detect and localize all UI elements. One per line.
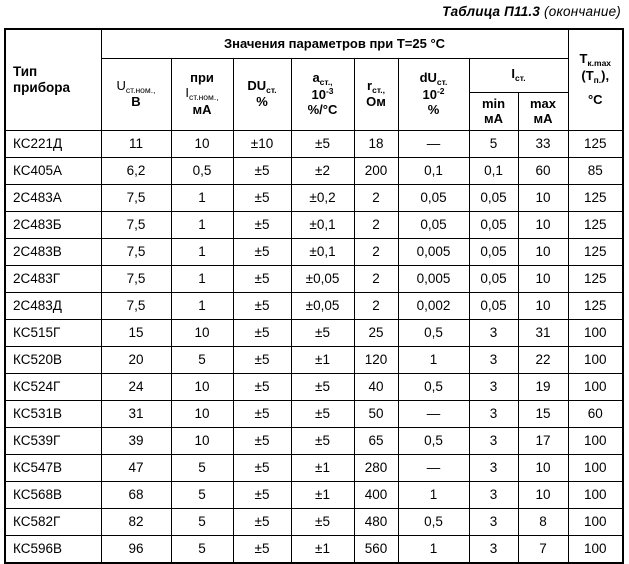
table-row [5,212,623,239]
value-cell: 33 [518,131,568,158]
value-cell: ±5 [233,266,291,293]
value-cell: ±5 [291,509,354,536]
device-type-cell: 2С483Г [5,266,101,293]
value-cell: 5 [171,482,233,509]
value-cell: 39 [101,428,171,455]
value-cell: 10 [518,455,568,482]
table-row [5,374,623,401]
value-cell: 100 [568,347,623,374]
value-cell: 100 [568,374,623,401]
value-cell: 82 [101,509,171,536]
device-type-cell: КС596В [5,536,101,564]
value-cell: 125 [568,239,623,266]
value-cell: 47 [101,455,171,482]
col-header-i-min: min мА [469,93,518,131]
value-cell: 2 [354,185,398,212]
value-cell: 18 [354,131,398,158]
table-row [5,131,623,158]
value-cell: ±5 [233,239,291,266]
value-cell: 5 [171,455,233,482]
header-row-group [5,29,623,59]
value-cell: 7,5 [101,185,171,212]
value-cell: 0,05 [398,185,469,212]
value-cell: ±0,1 [291,212,354,239]
value-cell: 40 [354,374,398,401]
value-cell: 7,5 [101,293,171,320]
value-cell: 1 [398,347,469,374]
value-cell: 3 [469,347,518,374]
device-type-cell: 2С483Д [5,293,101,320]
value-cell: ±5 [233,482,291,509]
value-cell: 10 [518,239,568,266]
value-cell: 3 [469,455,518,482]
value-cell: 31 [518,320,568,347]
value-cell: ±1 [291,455,354,482]
value-cell: 5 [171,347,233,374]
table-row [5,347,623,374]
value-cell: ±5 [233,509,291,536]
value-cell: ±5 [233,320,291,347]
table-row [5,455,623,482]
value-cell: 1 [171,239,233,266]
value-cell: 10 [171,320,233,347]
value-cell: ±5 [233,374,291,401]
table-caption [442,4,621,19]
col-header-i-st: $I_{ст.}$ [469,59,568,93]
device-type-cell: КС515Г [5,320,101,347]
value-cell: 1 [171,212,233,239]
value-cell: 7,5 [101,266,171,293]
value-cell: 1 [398,536,469,564]
value-cell: 1 [171,185,233,212]
value-cell: 5 [171,509,233,536]
col-header-du-st: $DU_{ст.}$ % [233,59,291,131]
value-cell: 3 [469,401,518,428]
value-cell: 50 [354,401,398,428]
value-cell: 85 [568,158,623,185]
value-cell: 20 [101,347,171,374]
value-cell: 24 [101,374,171,401]
value-cell: 17 [518,428,568,455]
col-header-ddu-st: $dU_{ст.}$ $10^{-2}$ % [398,59,469,131]
table-row [5,158,623,185]
value-cell: ±5 [291,428,354,455]
value-cell: 125 [568,185,623,212]
value-cell: 125 [568,131,623,158]
value-cell: 100 [568,428,623,455]
value-cell: 5 [469,131,518,158]
value-cell: ±5 [233,428,291,455]
value-cell: ±0,05 [291,293,354,320]
table-row [5,428,623,455]
device-type-cell: 2С483А [5,185,101,212]
value-cell: 125 [568,212,623,239]
value-cell: — [398,455,469,482]
value-cell: 10 [518,185,568,212]
value-cell: 7,5 [101,239,171,266]
value-cell: 480 [354,509,398,536]
value-cell: ±0,2 [291,185,354,212]
table-row [5,185,623,212]
value-cell: ±2 [291,158,354,185]
col-header-i-max: max мА [518,93,568,131]
value-cell: — [398,131,469,158]
value-cell: 3 [469,320,518,347]
value-cell: 0,1 [469,158,518,185]
value-cell: 200 [354,158,398,185]
value-cell: 65 [354,428,398,455]
value-cell: 0,5 [398,428,469,455]
value-cell: 100 [568,536,623,564]
table-caption-suffix: (окончание) [540,4,621,19]
value-cell: ±5 [291,320,354,347]
value-cell: 96 [101,536,171,564]
value-cell: 280 [354,455,398,482]
value-cell: 125 [568,293,623,320]
table-row [5,482,623,509]
value-cell: 100 [568,509,623,536]
value-cell: 19 [518,374,568,401]
value-cell: 3 [469,509,518,536]
device-type-cell: КС568В [5,482,101,509]
value-cell: 3 [469,482,518,509]
value-cell: — [398,401,469,428]
table-row [5,293,623,320]
device-type-cell: КС520В [5,347,101,374]
value-cell: 6,2 [101,158,171,185]
value-cell: 25 [354,320,398,347]
value-cell: ±1 [291,536,354,564]
value-cell: 3 [469,428,518,455]
value-cell: 120 [354,347,398,374]
device-type-cell: 2С483Б [5,212,101,239]
value-cell: 8 [518,509,568,536]
col-header-pri-i-st-nom: при $I_{ст.ном.,}$ мА [171,59,233,131]
value-cell: 0,05 [469,266,518,293]
value-cell: 10 [518,266,568,293]
value-cell: ±5 [291,401,354,428]
value-cell: ±5 [291,131,354,158]
col-header-tkmax: $T_{к.max}$ $(Т_{п.})$, °С [568,29,623,131]
value-cell: 0,1 [398,158,469,185]
value-cell: 560 [354,536,398,564]
value-cell: ±5 [233,212,291,239]
value-cell: 10 [171,131,233,158]
value-cell: 100 [568,320,623,347]
col-header-u-st-nom: $U_{ст.ном.,}$ В [101,59,171,131]
value-cell: 125 [568,266,623,293]
device-type-cell: КС531В [5,401,101,428]
value-cell: 2 [354,239,398,266]
value-cell: 1 [171,293,233,320]
table-body [5,131,623,564]
value-cell: ±5 [233,185,291,212]
table-row [5,239,623,266]
value-cell: 10 [171,374,233,401]
col-header-device-type: Тип прибора [5,29,101,131]
device-type-cell: КС405А [5,158,101,185]
value-cell: 3 [469,374,518,401]
value-cell: 60 [518,158,568,185]
table-caption-number: Таблица П11.3 [442,4,541,19]
table-row [5,320,623,347]
value-cell: 10 [518,212,568,239]
table-row [5,509,623,536]
parameters-table [4,28,624,564]
table-row [5,401,623,428]
value-cell: ±5 [233,455,291,482]
value-cell: ±5 [233,293,291,320]
value-cell: 7,5 [101,212,171,239]
device-type-cell: КС582Г [5,509,101,536]
value-cell: ±1 [291,347,354,374]
table-row [5,536,623,564]
value-cell: 0,5 [171,158,233,185]
value-cell: 10 [518,482,568,509]
value-cell: 0,5 [398,320,469,347]
value-cell: ±5 [233,401,291,428]
device-type-cell: КС524Г [5,374,101,401]
value-cell: 100 [568,482,623,509]
value-cell: ±10 [233,131,291,158]
value-cell: 0,05 [469,293,518,320]
value-cell: 0,05 [398,212,469,239]
value-cell: ±1 [291,482,354,509]
value-cell: 11 [101,131,171,158]
value-cell: 0,002 [398,293,469,320]
group-header-values-at-25c: Значения параметров при Т=25 °С [101,29,568,59]
value-cell: 0,05 [469,212,518,239]
value-cell: 68 [101,482,171,509]
value-cell: 15 [518,401,568,428]
col-header-r-st: $r_{ст.,}$ Ом [354,59,398,131]
value-cell: ±0,05 [291,266,354,293]
value-cell: 2 [354,266,398,293]
value-cell: ±5 [233,158,291,185]
col-header-a-st: $a_{ст.,}$ $10^{-3}$ %/°С [291,59,354,131]
value-cell: 0,5 [398,509,469,536]
value-cell: 60 [568,401,623,428]
table-row [5,266,623,293]
value-cell: 22 [518,347,568,374]
value-cell: 1 [171,266,233,293]
value-cell: 31 [101,401,171,428]
value-cell: 10 [518,293,568,320]
device-type-cell: 2С483В [5,239,101,266]
value-cell: 0,005 [398,266,469,293]
value-cell: ±5 [291,374,354,401]
value-cell: 7 [518,536,568,564]
value-cell: 10 [171,401,233,428]
value-cell: 0,05 [469,239,518,266]
value-cell: ±5 [233,536,291,564]
value-cell: 15 [101,320,171,347]
value-cell: 1 [398,482,469,509]
value-cell: 5 [171,536,233,564]
value-cell: ±0,1 [291,239,354,266]
value-cell: 10 [171,428,233,455]
value-cell: 3 [469,536,518,564]
value-cell: 2 [354,212,398,239]
value-cell: 400 [354,482,398,509]
value-cell: 0,005 [398,239,469,266]
value-cell: 0,05 [469,185,518,212]
device-type-cell: КС539Г [5,428,101,455]
value-cell: 2 [354,293,398,320]
value-cell: ±5 [233,347,291,374]
device-type-cell: КС221Д [5,131,101,158]
device-type-cell: КС547В [5,455,101,482]
value-cell: 0,5 [398,374,469,401]
value-cell: 100 [568,455,623,482]
